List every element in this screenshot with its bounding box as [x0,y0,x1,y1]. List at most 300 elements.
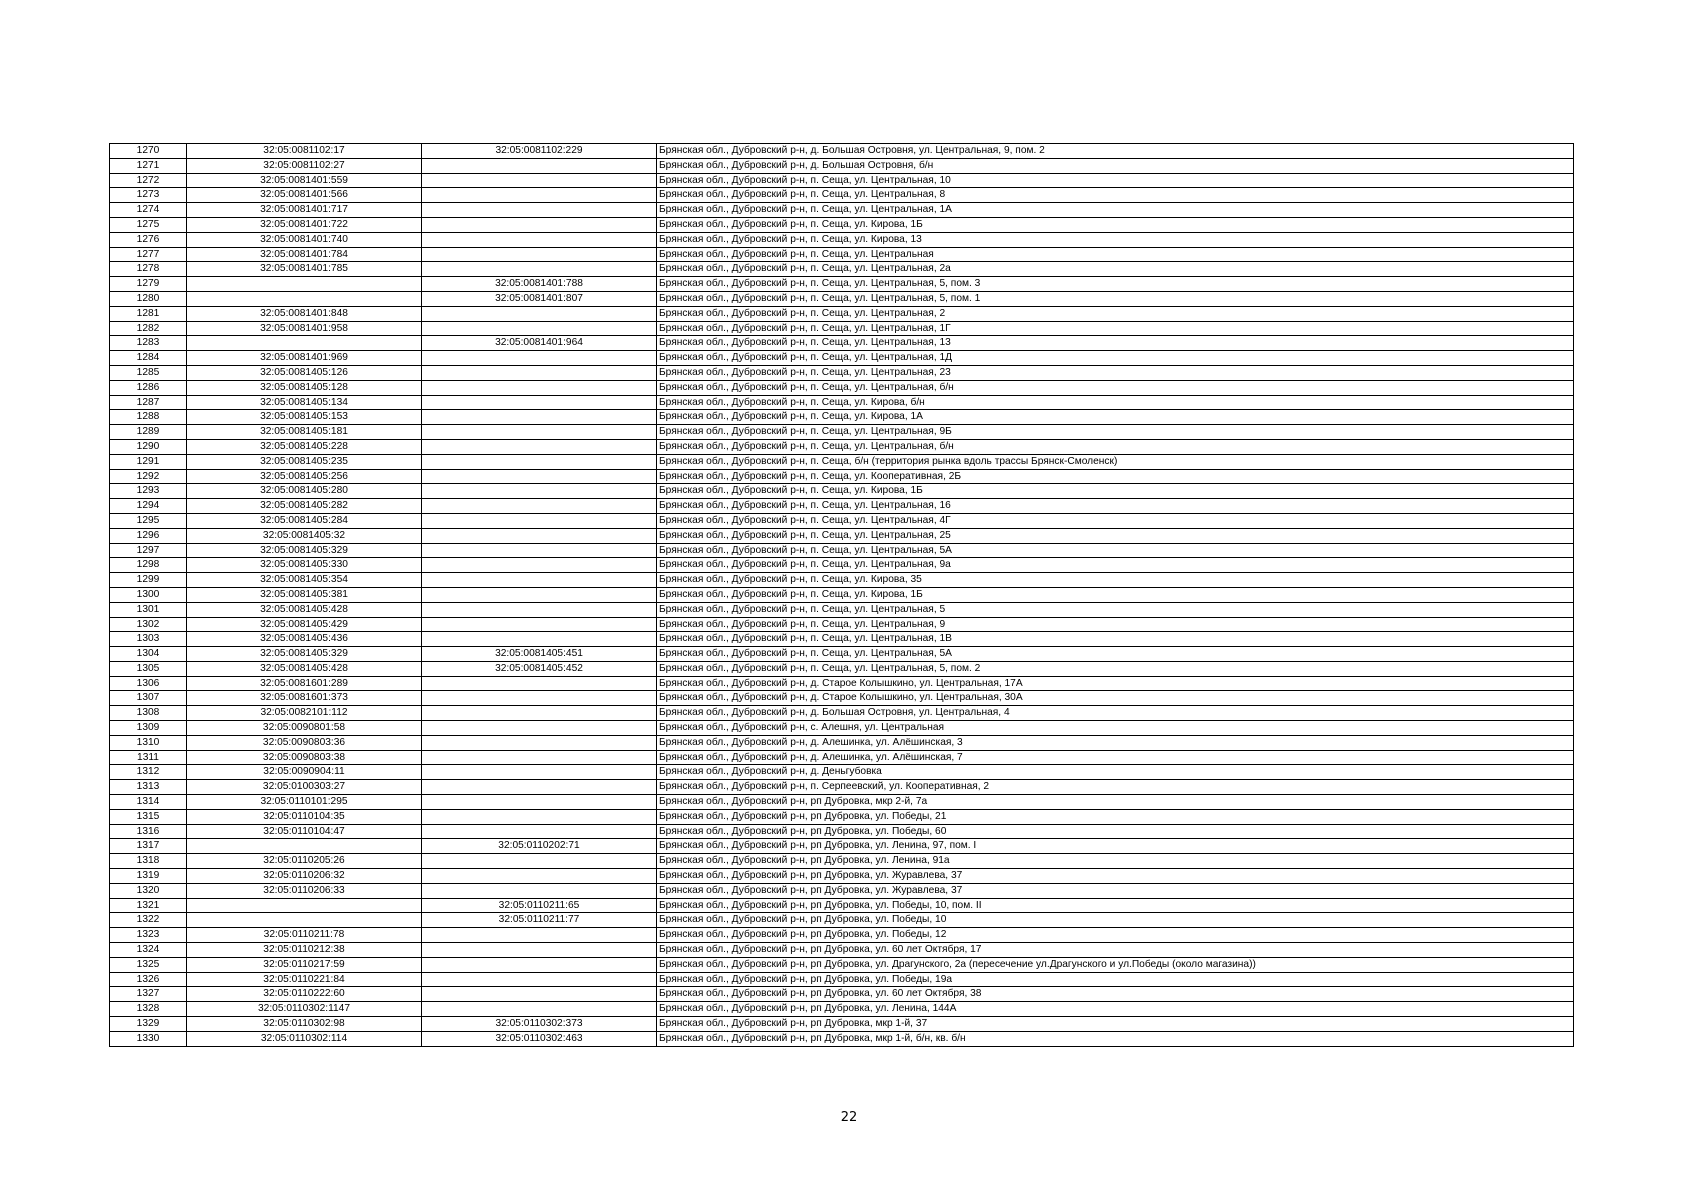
premises-cadastral-number-cell [422,987,657,1002]
cadastral-number-cell: 32:05:0090803:36 [187,735,422,750]
address-cell: Брянская обл., Дубровский р-н, п. Сеща, ул. Центральная, 5, пом. 3 [657,277,1574,292]
row-number-cell: 1293 [110,484,187,499]
address-cell: Брянская обл., Дубровский р-н, рп Дубровка, ул. Журавлева, 37 [657,869,1574,884]
row-number-cell: 1304 [110,647,187,662]
address-cell: Брянская обл., Дубровский р-н, д. Большая Островня, ул. Центральная, 4 [657,706,1574,721]
premises-cadastral-number-cell [422,306,657,321]
cadastral-number-cell: 32:05:0081405:381 [187,587,422,602]
cadastral-number-cell: 32:05:0081405:329 [187,647,422,662]
address-cell: Брянская обл., Дубровский р-н, рп Дубровка, ул. Победы, 21 [657,809,1574,824]
table-row [110,735,1574,750]
premises-cadastral-number-cell [422,632,657,647]
premises-cadastral-number-cell [422,513,657,528]
premises-cadastral-number-cell [422,188,657,203]
premises-cadastral-number-cell [422,558,657,573]
premises-cadastral-number-cell [422,809,657,824]
row-number-cell: 1309 [110,721,187,736]
cadastral-number-cell: 32:05:0090803:38 [187,750,422,765]
table-row [110,913,1574,928]
row-number-cell: 1319 [110,869,187,884]
address-cell: Брянская обл., Дубровский р-н, п. Сеща, ул. Центральная, 5А [657,543,1574,558]
premises-cadastral-number-cell [422,972,657,987]
table-row [110,484,1574,499]
address-cell: Брянская обл., Дубровский р-н, п. Сеща, ул. Кирова, 35 [657,573,1574,588]
table-row [110,499,1574,514]
premises-cadastral-number-cell [422,721,657,736]
premises-cadastral-number-cell: 32:05:0110211:65 [422,898,657,913]
address-cell: Брянская обл., Дубровский р-н, рп Дубровка, ул. Ленина, 97, пом. I [657,839,1574,854]
table-row [110,513,1574,528]
table-row [110,1002,1574,1017]
premises-cadastral-number-cell [422,854,657,869]
address-cell: Брянская обл., Дубровский р-н, п. Сеща, ул. Центральная, 23 [657,365,1574,380]
premises-cadastral-number-cell: 32:05:0081405:452 [422,661,657,676]
address-cell: Брянская обл., Дубровский р-н, п. Сеща, ул. Центральная, 5, пом. 2 [657,661,1574,676]
address-cell: Брянская обл., Дубровский р-н, п. Сеща, ул. Центральная, 1Г [657,321,1574,336]
cadastral-number-cell: 32:05:0110101:295 [187,795,422,810]
address-cell: Брянская обл., Дубровский р-н, п. Сеща, ул. Центральная, 5, пом. 1 [657,291,1574,306]
address-cell: Брянская обл., Дубровский р-н, п. Сеща, ул. Центральная, 9 [657,617,1574,632]
row-number-cell: 1328 [110,1002,187,1017]
row-number-cell: 1326 [110,972,187,987]
row-number-cell: 1313 [110,780,187,795]
cadastral-number-cell: 32:05:0081401:717 [187,203,422,218]
cadastral-number-cell: 32:05:0110206:32 [187,869,422,884]
row-number-cell: 1330 [110,1031,187,1046]
cadastral-number-cell: 32:05:0081405:256 [187,469,422,484]
premises-cadastral-number-cell [422,587,657,602]
address-cell: Брянская обл., Дубровский р-н, п. Сеща, ул. Центральная, 5 [657,602,1574,617]
address-cell: Брянская обл., Дубровский р-н, рп Дубровка, ул. Журавлева, 37 [657,883,1574,898]
address-cell: Брянская обл., Дубровский р-н, п. Сеща, ул. Кирова, 1Б [657,587,1574,602]
cadastral-number-cell [187,336,422,351]
address-cell: Брянская обл., Дубровский р-н, п. Сеща, ул. Центральная, 25 [657,528,1574,543]
row-number-cell: 1280 [110,291,187,306]
cadastral-number-cell: 32:05:0110104:47 [187,824,422,839]
table-row [110,291,1574,306]
table-row [110,425,1574,440]
premises-cadastral-number-cell [422,469,657,484]
property-registry-table [109,143,1574,1047]
row-number-cell: 1274 [110,203,187,218]
table-row [110,203,1574,218]
premises-cadastral-number-cell [422,395,657,410]
row-number-cell: 1317 [110,839,187,854]
table-row [110,277,1574,292]
table-row [110,987,1574,1002]
table-row [110,217,1574,232]
cadastral-number-cell: 32:05:0081405:32 [187,528,422,543]
row-number-cell: 1310 [110,735,187,750]
cadastral-number-cell: 32:05:0081601:373 [187,691,422,706]
address-cell: Брянская обл., Дубровский р-н, п. Сеща, ул. Кирова, 1Б [657,484,1574,499]
table-row [110,469,1574,484]
cadastral-number-cell: 32:05:0110222:60 [187,987,422,1002]
premises-cadastral-number-cell [422,617,657,632]
address-cell: Брянская обл., Дубровский р-н, рп Дубровка, мкр 1-й, б/н, кв. б/н [657,1031,1574,1046]
row-number-cell: 1273 [110,188,187,203]
cadastral-number-cell: 32:05:0081401:566 [187,188,422,203]
table-row [110,617,1574,632]
address-cell: Брянская обл., Дубровский р-н, рп Дубровка, ул. Победы, 12 [657,928,1574,943]
premises-cadastral-number-cell: 32:05:0081401:807 [422,291,657,306]
registry-table-body [110,144,1574,1047]
table-row [110,676,1574,691]
premises-cadastral-number-cell [422,691,657,706]
row-number-cell: 1306 [110,676,187,691]
address-cell: Брянская обл., Дубровский р-н, д. Алешинка, ул. Алёшинская, 3 [657,735,1574,750]
row-number-cell: 1314 [110,795,187,810]
address-cell: Брянская обл., Дубровский р-н, рп Дубровка, ул. Победы, 19а [657,972,1574,987]
row-number-cell: 1275 [110,217,187,232]
address-cell: Брянская обл., Дубровский р-н, рп Дубровка, ул. Ленина, 144А [657,1002,1574,1017]
address-cell: Брянская обл., Дубровский р-н, п. Сеща, ул. Центральная, 4Г [657,513,1574,528]
row-number-cell: 1307 [110,691,187,706]
cadastral-number-cell: 32:05:0081401:848 [187,306,422,321]
table-row [110,647,1574,662]
cadastral-number-cell [187,291,422,306]
cadastral-number-cell: 32:05:0100303:27 [187,780,422,795]
table-row [110,883,1574,898]
premises-cadastral-number-cell [422,869,657,884]
premises-cadastral-number-cell [422,410,657,425]
table-row [110,410,1574,425]
cadastral-number-cell: 32:05:0081102:17 [187,144,422,159]
table-row [110,691,1574,706]
row-number-cell: 1297 [110,543,187,558]
table-row [110,839,1574,854]
premises-cadastral-number-cell [422,425,657,440]
row-number-cell: 1321 [110,898,187,913]
row-number-cell: 1320 [110,883,187,898]
cadastral-number-cell: 32:05:0081405:330 [187,558,422,573]
table-row [110,173,1574,188]
premises-cadastral-number-cell [422,943,657,958]
table-row [110,454,1574,469]
address-cell: Брянская обл., Дубровский р-н, рп Дубровка, ул. 60 лет Октября, 38 [657,987,1574,1002]
row-number-cell: 1278 [110,262,187,277]
address-cell: Брянская обл., Дубровский р-н, п. Сеща, ул. Центральная, 1В [657,632,1574,647]
cadastral-number-cell: 32:05:0081405:228 [187,439,422,454]
row-number-cell: 1282 [110,321,187,336]
address-cell: Брянская обл., Дубровский р-н, рп Дубровка, ул. Драгунского, 2а (пересечение ул.Драгунского и ул.Победы (около магазина)) [657,957,1574,972]
table-row [110,528,1574,543]
cadastral-number-cell: 32:05:0110217:59 [187,957,422,972]
cadastral-number-cell: 32:05:0081405:428 [187,661,422,676]
row-number-cell: 1308 [110,706,187,721]
row-number-cell: 1279 [110,277,187,292]
table-row [110,380,1574,395]
row-number-cell: 1323 [110,928,187,943]
cadastral-number-cell: 32:05:0110302:114 [187,1031,422,1046]
row-number-cell: 1300 [110,587,187,602]
table-row [110,809,1574,824]
address-cell: Брянская обл., Дубровский р-н, д. Старое Колышкино, ул. Центральная, 30А [657,691,1574,706]
address-cell: Брянская обл., Дубровский р-н, п. Сеща, ул. Кирова, б/н [657,395,1574,410]
premises-cadastral-number-cell [422,262,657,277]
cadastral-number-cell: 32:05:0110211:78 [187,928,422,943]
address-cell: Брянская обл., Дубровский р-н, д. Большая Островня, б/н [657,158,1574,173]
row-number-cell: 1312 [110,765,187,780]
address-cell: Брянская обл., Дубровский р-н, п. Сеща, ул. Кооперативная, 2Б [657,469,1574,484]
address-cell: Брянская обл., Дубровский р-н, д. Деньгубовка [657,765,1574,780]
row-number-cell: 1296 [110,528,187,543]
premises-cadastral-number-cell [422,735,657,750]
premises-cadastral-number-cell [422,957,657,972]
table-row [110,1017,1574,1032]
table-row [110,602,1574,617]
cadastral-number-cell: 32:05:0081405:282 [187,499,422,514]
row-number-cell: 1290 [110,439,187,454]
premises-cadastral-number-cell [422,247,657,262]
row-number-cell: 1315 [110,809,187,824]
cadastral-number-cell: 32:05:0090801:58 [187,721,422,736]
row-number-cell: 1303 [110,632,187,647]
table-row [110,558,1574,573]
registry-table-container [109,143,1573,1047]
address-cell: Брянская обл., Дубровский р-н, п. Сеща, ул. Кирова, 1Б [657,217,1574,232]
row-number-cell: 1289 [110,425,187,440]
row-number-cell: 1327 [110,987,187,1002]
premises-cadastral-number-cell [422,365,657,380]
cadastral-number-cell: 32:05:0110206:33 [187,883,422,898]
row-number-cell: 1277 [110,247,187,262]
table-row [110,854,1574,869]
address-cell: Брянская обл., Дубровский р-н, п. Сеща, ул. Центральная, 1А [657,203,1574,218]
table-row [110,144,1574,159]
cadastral-number-cell: 32:05:0110104:35 [187,809,422,824]
table-row [110,795,1574,810]
address-cell: Брянская обл., Дубровский р-н, п. Сеща, ул. Центральная [657,247,1574,262]
row-number-cell: 1311 [110,750,187,765]
premises-cadastral-number-cell [422,203,657,218]
premises-cadastral-number-cell [422,454,657,469]
row-number-cell: 1298 [110,558,187,573]
address-cell: Брянская обл., Дубровский р-н, д. Алешинка, ул. Алёшинская, 7 [657,750,1574,765]
table-row [110,587,1574,602]
row-number-cell: 1292 [110,469,187,484]
address-cell: Брянская обл., Дубровский р-н, д. Старое Колышкино, ул. Центральная, 17А [657,676,1574,691]
premises-cadastral-number-cell [422,484,657,499]
table-row [110,247,1574,262]
table-row [110,306,1574,321]
cadastral-number-cell: 32:05:0081405:329 [187,543,422,558]
row-number-cell: 1301 [110,602,187,617]
address-cell: Брянская обл., Дубровский р-н, п. Сеща, ул. Центральная, 9Б [657,425,1574,440]
premises-cadastral-number-cell [422,676,657,691]
premises-cadastral-number-cell [422,602,657,617]
address-cell: Брянская обл., Дубровский р-н, д. Большая Островня, ул. Центральная, 9, пом. 2 [657,144,1574,159]
table-row [110,321,1574,336]
address-cell: Брянская обл., Дубровский р-н, п. Сеща, ул. Центральная, 10 [657,173,1574,188]
cadastral-number-cell: 32:05:0081401:785 [187,262,422,277]
row-number-cell: 1322 [110,913,187,928]
premises-cadastral-number-cell [422,173,657,188]
cadastral-number-cell: 32:05:0081601:289 [187,676,422,691]
cadastral-number-cell: 32:05:0081405:429 [187,617,422,632]
row-number-cell: 1294 [110,499,187,514]
row-number-cell: 1270 [110,144,187,159]
cadastral-number-cell [187,898,422,913]
row-number-cell: 1316 [110,824,187,839]
table-row [110,943,1574,958]
premises-cadastral-number-cell: 32:05:0110211:77 [422,913,657,928]
address-cell: Брянская обл., Дубровский р-н, с. Алешня, ул. Центральная [657,721,1574,736]
cadastral-number-cell: 32:05:0081405:284 [187,513,422,528]
address-cell: Брянская обл., Дубровский р-н, рп Дубровка, мкр 1-й, 37 [657,1017,1574,1032]
cadastral-number-cell: 32:05:0110221:84 [187,972,422,987]
table-row [110,188,1574,203]
table-row [110,750,1574,765]
premises-cadastral-number-cell [422,883,657,898]
cadastral-number-cell: 32:05:0081405:134 [187,395,422,410]
row-number-cell: 1283 [110,336,187,351]
address-cell: Брянская обл., Дубровский р-н, п. Сеща, ул. Центральная, б/н [657,380,1574,395]
row-number-cell: 1324 [110,943,187,958]
table-row [110,928,1574,943]
premises-cadastral-number-cell: 32:05:0110302:373 [422,1017,657,1032]
address-cell: Брянская обл., Дубровский р-н, п. Серпеевский, ул. Кооперативная, 2 [657,780,1574,795]
cadastral-number-cell [187,913,422,928]
row-number-cell: 1287 [110,395,187,410]
address-cell: Брянская обл., Дубровский р-н, п. Сеща, б/н (территория рынка вдоль трассы Брянск-Смоленск) [657,454,1574,469]
premises-cadastral-number-cell: 32:05:0081401:964 [422,336,657,351]
premises-cadastral-number-cell [422,573,657,588]
cadastral-number-cell: 32:05:0081405:126 [187,365,422,380]
row-number-cell: 1299 [110,573,187,588]
row-number-cell: 1281 [110,306,187,321]
table-row [110,824,1574,839]
address-cell: Брянская обл., Дубровский р-н, п. Сеща, ул. Центральная, 2 [657,306,1574,321]
address-cell: Брянская обл., Дубровский р-н, рп Дубровка, ул. 60 лет Октября, 17 [657,943,1574,958]
premises-cadastral-number-cell: 32:05:0110302:463 [422,1031,657,1046]
cadastral-number-cell: 32:05:0110302:1147 [187,1002,422,1017]
table-row [110,898,1574,913]
premises-cadastral-number-cell [422,321,657,336]
cadastral-number-cell: 32:05:0081401:958 [187,321,422,336]
table-row [110,351,1574,366]
table-row [110,232,1574,247]
row-number-cell: 1272 [110,173,187,188]
cadastral-number-cell: 32:05:0081405:153 [187,410,422,425]
cadastral-number-cell: 32:05:0081401:722 [187,217,422,232]
cadastral-number-cell: 32:05:0081401:969 [187,351,422,366]
table-row [110,780,1574,795]
table-row [110,721,1574,736]
page-number: 22 [840,1110,858,1125]
premises-cadastral-number-cell [422,795,657,810]
address-cell: Брянская обл., Дубровский р-н, п. Сеща, ул. Центральная, 8 [657,188,1574,203]
cadastral-number-cell: 32:05:0081405:128 [187,380,422,395]
table-row [110,158,1574,173]
address-cell: Брянская обл., Дубровский р-н, рп Дубровка, ул. Победы, 60 [657,824,1574,839]
address-cell: Брянская обл., Дубровский р-н, п. Сеща, ул. Центральная, б/н [657,439,1574,454]
cadastral-number-cell [187,277,422,292]
address-cell: Брянская обл., Дубровский р-н, рп Дубровка, ул. Победы, 10, пом. II [657,898,1574,913]
cadastral-number-cell: 32:05:0082101:112 [187,706,422,721]
premises-cadastral-number-cell [422,1002,657,1017]
premises-cadastral-number-cell: 32:05:0081401:788 [422,277,657,292]
cadastral-number-cell: 32:05:0081405:436 [187,632,422,647]
premises-cadastral-number-cell: 32:05:0081102:229 [422,144,657,159]
row-number-cell: 1276 [110,232,187,247]
table-row [110,972,1574,987]
cadastral-number-cell: 32:05:0081405:428 [187,602,422,617]
row-number-cell: 1285 [110,365,187,380]
cadastral-number-cell: 32:05:0081401:740 [187,232,422,247]
table-row [110,365,1574,380]
table-row [110,765,1574,780]
address-cell: Брянская обл., Дубровский р-н, п. Сеща, ул. Центральная, 5А [657,647,1574,662]
premises-cadastral-number-cell [422,928,657,943]
row-number-cell: 1286 [110,380,187,395]
cadastral-number-cell: 32:05:0081405:181 [187,425,422,440]
cadastral-number-cell [187,839,422,854]
premises-cadastral-number-cell: 32:05:0110202:71 [422,839,657,854]
table-row [110,262,1574,277]
row-number-cell: 1295 [110,513,187,528]
table-row [110,957,1574,972]
row-number-cell: 1288 [110,410,187,425]
premises-cadastral-number-cell [422,824,657,839]
row-number-cell: 1305 [110,661,187,676]
premises-cadastral-number-cell [422,528,657,543]
row-number-cell: 1271 [110,158,187,173]
table-row [110,869,1574,884]
cadastral-number-cell: 32:05:0081405:280 [187,484,422,499]
premises-cadastral-number-cell [422,765,657,780]
premises-cadastral-number-cell [422,158,657,173]
cadastral-number-cell: 32:05:0110205:26 [187,854,422,869]
address-cell: Брянская обл., Дубровский р-н, п. Сеща, ул. Центральная, 2а [657,262,1574,277]
premises-cadastral-number-cell [422,780,657,795]
address-cell: Брянская обл., Дубровский р-н, рп Дубровка, мкр 2-й, 7а [657,795,1574,810]
table-row [110,706,1574,721]
table-row [110,395,1574,410]
address-cell: Брянская обл., Дубровский р-н, рп Дубровка, ул. Победы, 10 [657,913,1574,928]
cadastral-number-cell: 32:05:0081102:27 [187,158,422,173]
premises-cadastral-number-cell [422,750,657,765]
row-number-cell: 1325 [110,957,187,972]
cadastral-number-cell: 32:05:0081405:235 [187,454,422,469]
address-cell: Брянская обл., Дубровский р-н, п. Сеща, ул. Центральная, 13 [657,336,1574,351]
cadastral-number-cell: 32:05:0110302:98 [187,1017,422,1032]
cadastral-number-cell: 32:05:0081405:354 [187,573,422,588]
table-row [110,661,1574,676]
cadastral-number-cell: 32:05:0081401:559 [187,173,422,188]
address-cell: Брянская обл., Дубровский р-н, п. Сеща, ул. Кирова, 13 [657,232,1574,247]
row-number-cell: 1284 [110,351,187,366]
premises-cadastral-number-cell [422,217,657,232]
table-row [110,1031,1574,1046]
cadastral-number-cell: 32:05:0081401:784 [187,247,422,262]
table-row [110,439,1574,454]
premises-cadastral-number-cell: 32:05:0081405:451 [422,647,657,662]
premises-cadastral-number-cell [422,380,657,395]
table-row [110,573,1574,588]
table-row [110,336,1574,351]
premises-cadastral-number-cell [422,439,657,454]
row-number-cell: 1291 [110,454,187,469]
address-cell: Брянская обл., Дубровский р-н, п. Сеща, ул. Центральная, 9а [657,558,1574,573]
row-number-cell: 1329 [110,1017,187,1032]
premises-cadastral-number-cell [422,232,657,247]
cadastral-number-cell: 32:05:0110212:38 [187,943,422,958]
address-cell: Брянская обл., Дубровский р-н, п. Сеща, ул. Кирова, 1А [657,410,1574,425]
address-cell: Брянская обл., Дубровский р-н, рп Дубровка, ул. Ленина, 91а [657,854,1574,869]
premises-cadastral-number-cell [422,351,657,366]
address-cell: Брянская обл., Дубровский р-н, п. Сеща, ул. Центральная, 16 [657,499,1574,514]
